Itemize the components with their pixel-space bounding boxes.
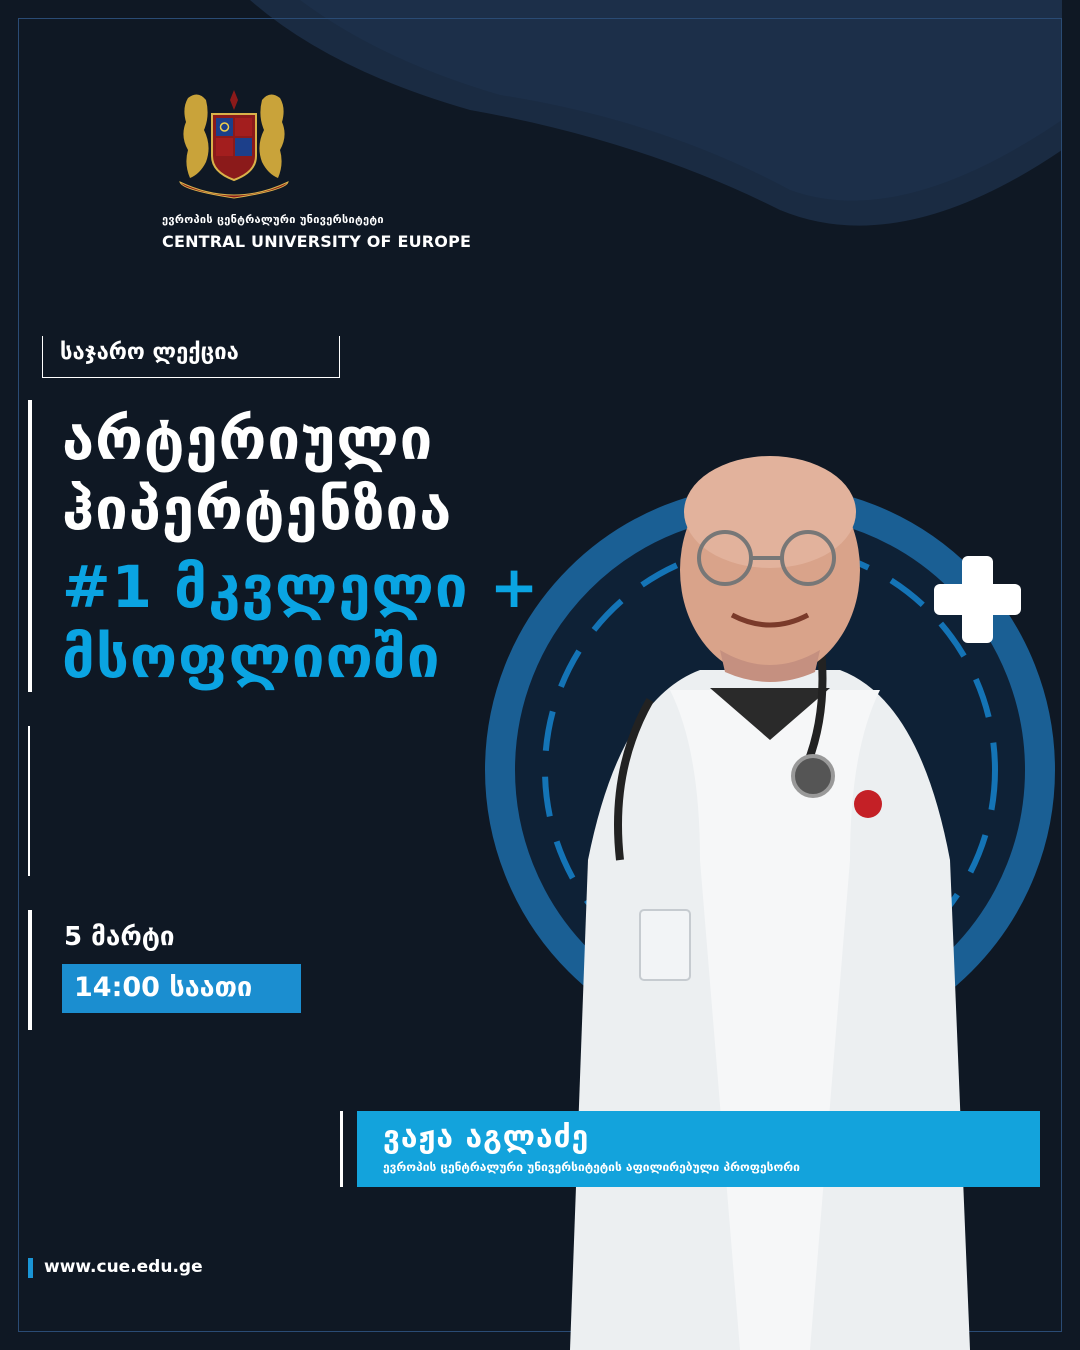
title-line-1: არტერიული (62, 405, 434, 473)
lecture-type-label: საჯარო ლექცია (60, 340, 239, 365)
datetime-accent-bar (28, 910, 32, 1030)
university-crest-icon (160, 86, 308, 204)
event-time: 14:00 საათი (74, 972, 253, 1003)
website-link[interactable]: www.cue.edu.ge (44, 1257, 203, 1277)
subtitle-line-1: #1 მკვლელი + (62, 553, 540, 621)
university-name-georgian: ევროპის ცენტრალური უნივერსიტეტი (162, 213, 384, 226)
speaker-name: ვაჟა აგლაძე (383, 1120, 590, 1155)
title-accent-bar (28, 400, 32, 692)
speaker-role: ევროპის ცენტრალური უნივერსიტეტის აფილირებული პროფესორი (383, 1160, 800, 1174)
university-name-english: CENTRAL UNIVERSITY OF EUROPE (162, 232, 472, 251)
medical-plus-icon (930, 552, 1025, 647)
title-line-2: ჰიპერტენზია (62, 475, 453, 543)
url-accent-bar (28, 1258, 33, 1278)
event-date: 5 მარტი (64, 922, 175, 952)
subtitle-line-2: მსოფლიოში (62, 623, 441, 691)
left-divider-line (28, 726, 30, 876)
